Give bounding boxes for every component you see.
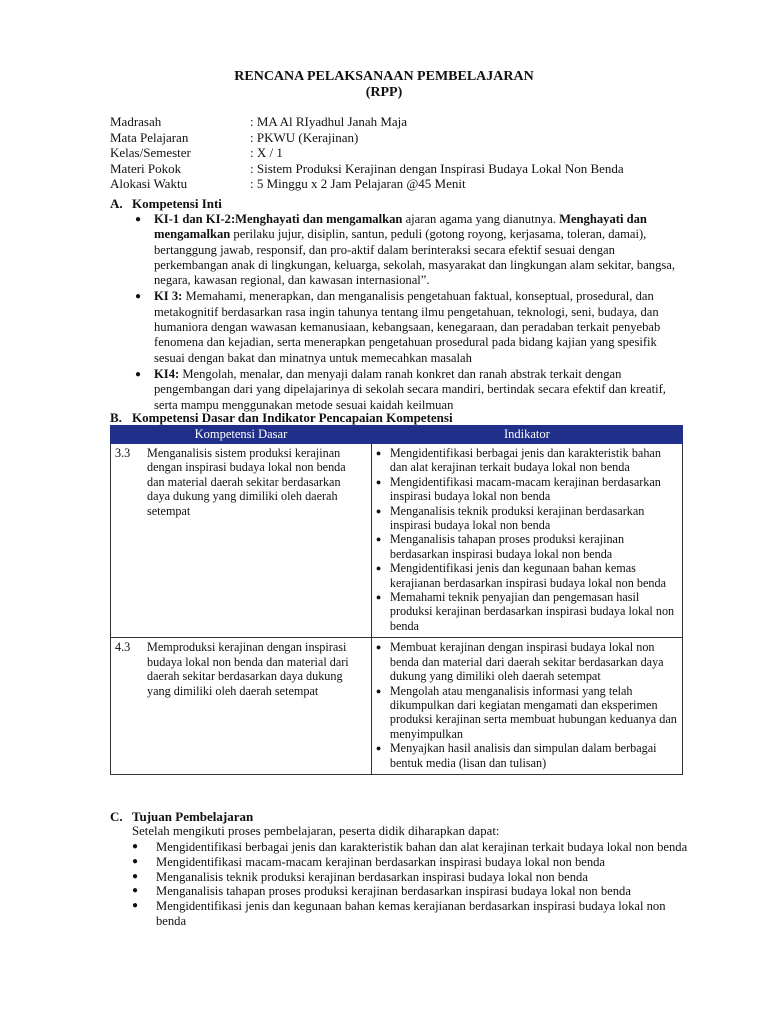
kd-cell — [111, 638, 372, 775]
indicator-text: Memahami teknik penyajian dan pengemasan hasil produksi kerajinan berdasarkan inspirasi budaya lokal non benda — [389, 590, 675, 633]
indicator-text: Mengidentifikasi jenis dan kegunaan bahan kemas kerajianan berdasarkan inspirasi budaya lokal non benda — [389, 561, 666, 590]
learning-goal-list — [132, 840, 692, 929]
goal-text: Mengidentifikasi jenis dan kegunaan bahan kemas kerajianan berdasarkan inspirasi budaya lokal non benda — [156, 899, 666, 928]
kd-text: Menganalisis sistem produksi kerajinan dengan inspirasi budaya lokal non benda dan material daerah sekitar berdasarkan daya dukung yang dimiliki oleh daerah setempat — [147, 446, 346, 518]
info-value: : X / 1 — [250, 145, 283, 160]
indicator-text: Mengolah atau menganalisis informasi yang telah dikumpulkan dari kegiatan mengamati dan eksperimen produksi kerajinan serta membuat hubungan keduanya dan menyimpulkan — [389, 683, 677, 741]
document-title: RENCANA PELAKSANAAN PEMBELAJARAN — [234, 69, 534, 84]
bullet-icon: ● — [375, 685, 382, 696]
indicator-text: Menyajkan hasil analisis dan simpulan dalam berbagai bentuk media (lisan dan tulisan) — [389, 741, 657, 770]
info-row-time — [110, 176, 624, 192]
list-item — [135, 367, 680, 413]
info-value: : PKWU (Kerajinan) — [250, 129, 359, 145]
kd-text: Memproduksi kerajinan dengan inspirasi budaya lokal non benda dan material dari daerah sekitar berdasarkan daya dukung yang dimiliki oleh daerah setempat — [147, 640, 349, 698]
info-label: Madrasah — [110, 114, 162, 129]
ki-text: Memahami, menerapkan, dan menganalisis pengetahuan faktual, konseptual, prosedural, dan metakognitif berdasarkan rasa ingin tahunya tentang ilmu pengetahuan, teknologi, seni, budaya, dan humaniora dengan wawasan kemanusiaan, kebangsaan, kenegaraan, dan peradaban terkait penyebab fenomena dan kejadian, serta menerapkan pengetahuan prosedural pada bidang kajian yang spesifik sesuai dengan bakat dan minatnya untuk memecahkan masalah — [154, 289, 661, 365]
bullet-icon: ● — [375, 592, 382, 603]
bullet-icon: ● — [375, 448, 382, 458]
info-row-topic — [110, 161, 624, 177]
info-label: Mata Pelajaran — [110, 129, 189, 145]
ki-text: ajaran agama yang dianutnya. — [402, 212, 560, 226]
section-b-heading — [110, 410, 453, 426]
info-label: Alokasi Waktu — [110, 176, 188, 191]
section-letter: C. — [110, 809, 123, 824]
section-title: Kompetensi Inti — [132, 196, 222, 211]
list-item — [376, 532, 678, 561]
bullet-icon: ● — [375, 476, 382, 487]
bullet-icon: ● — [132, 900, 139, 912]
section-intro: Setelah mengikuti proses pembelajaran, peserta didik diharapkan dapat: — [132, 824, 500, 838]
ki-text: perilaku jujur, disiplin, santun, peduli (gotong royong, kerjasama, toleran, damai), bertanggung jawab, responsif, dan pro-aktif dalam berinteraksi secara efektif sesuai dengan perkembangan anak di lingkungan, keluarga, sekolah, masyarakat dan lingkungan alam sekitar, bangsa, negara, kawasan regional, dan kawasan internasional”. — [154, 227, 676, 288]
core-competency-list — [135, 212, 680, 414]
indicator-text: Mengidentifikasi berbagai jenis dan karakteristik bahan dan alat kerajinan terkait budaya lokal non benda — [389, 446, 661, 475]
list-item — [132, 840, 692, 855]
list-item — [132, 899, 692, 929]
list-item — [376, 504, 678, 533]
section-title: Tujuan Pembelajaran — [132, 809, 254, 824]
bullet-icon: ● — [375, 505, 382, 516]
info-label: Kelas/Semester — [110, 145, 191, 160]
list-item — [376, 446, 678, 475]
kd-cell — [111, 444, 372, 638]
goal-text: Mengidentifikasi macam-macam kerajinan berdasarkan inspirasi budaya lokal non benda — [156, 854, 606, 869]
bullet-icon: ● — [135, 368, 142, 380]
indicator-cell — [371, 638, 682, 775]
list-item — [135, 289, 680, 365]
info-row-class — [110, 145, 624, 161]
indicator-text: Mengidentifikasi macam-macam kerajinan berdasarkan inspirasi budaya lokal non benda — [389, 474, 661, 504]
goal-text: Mengidentifikasi berbagai jenis dan karakteristik bahan dan alat kerajinan terkait budaya lokal non benda — [156, 840, 688, 854]
info-row-madrasah — [110, 114, 624, 130]
section-title: Kompetensi Dasar dan Indikator Pencapaian Kompetensi — [132, 410, 453, 425]
list-item — [376, 475, 678, 504]
list-item — [376, 561, 678, 590]
list-item — [376, 640, 678, 683]
section-a-heading — [110, 196, 222, 212]
list-item — [135, 212, 680, 288]
table-header-row — [111, 426, 683, 444]
list-item — [132, 884, 692, 899]
list-item — [376, 590, 678, 633]
info-row-subject — [110, 130, 624, 146]
info-value: : MA Al RIyadhul Janah Maja — [250, 114, 408, 129]
goal-text: Menganalisis tahapan proses produksi kerajinan berdasarkan inspirasi budaya lokal non benda — [156, 884, 631, 899]
bullet-icon: ● — [135, 214, 142, 225]
list-item — [132, 855, 692, 870]
indicator-text: Membuat kerajinan dengan inspirasi budaya lokal non benda dan material dari daerah sekitar berdasarkan daya dukung yang dimiliki oleh daerah setempat — [389, 640, 664, 684]
table-row — [111, 638, 683, 775]
identity-block — [110, 114, 624, 192]
list-item — [132, 870, 692, 885]
ki-emphasis: Menghayati dan mengamalkan — [154, 212, 647, 242]
bullet-icon: ● — [375, 563, 382, 574]
ki-label: KI-1 dan KI-2:Menghayati dan mengamalkan — [154, 212, 403, 226]
bullet-icon: ● — [375, 743, 382, 754]
info-value: : 5 Minggu x 2 Jam Pelajaran @45 Menit — [250, 176, 466, 191]
bullet-icon: ● — [132, 885, 139, 897]
list-item — [376, 684, 678, 742]
bullet-icon: ● — [375, 642, 382, 653]
bullet-icon: ● — [132, 841, 139, 852]
indicator-text: Menganalisis teknik produksi kerajinan berdasarkan inspirasi budaya lokal non benda — [389, 503, 645, 533]
section-letter: A. — [110, 196, 123, 211]
kd-number: 4.3 — [115, 640, 131, 655]
ki-label: KI4: — [154, 366, 180, 381]
goal-text: Menganalisis teknik produksi kerajinan berdasarkan inspirasi budaya lokal non benda — [156, 869, 588, 884]
document-subtitle: (RPP) — [365, 85, 403, 100]
info-label: Materi Pokok — [110, 160, 182, 176]
ki-text: Mengolah, menalar, dan menyaji dalam ranah konkret dan ranah abstrak terkait dengan pengembangan dari yang dipelajarinya di sekolah secara mandiri, bertindak secara efektif dan kreatif, serta mampu menggunakan metode sesuai kaidah keilmuan — [154, 366, 666, 412]
ki-label: KI 3: — [154, 289, 183, 304]
column-header-kd: Kompetensi Dasar — [111, 426, 372, 444]
indicator-cell — [371, 444, 682, 638]
info-value: : Sistem Produksi Kerajinan dengan Inspirasi Budaya Lokal Non Benda — [250, 160, 624, 176]
kd-number: 3.3 — [115, 446, 131, 460]
list-item — [376, 741, 678, 770]
competency-table — [110, 425, 683, 775]
section-letter: B. — [110, 410, 122, 425]
bullet-icon: ● — [132, 855, 139, 867]
bullet-icon: ● — [135, 291, 142, 303]
section-c-heading — [110, 809, 253, 825]
table-row — [111, 444, 683, 638]
bullet-icon: ● — [375, 534, 382, 545]
bullet-icon: ● — [132, 870, 139, 882]
column-header-indicator: Indikator — [371, 426, 682, 444]
indicator-text: Menganalisis tahapan proses produksi kerajinan berdasarkan inspirasi budaya lokal non benda — [389, 532, 625, 561]
